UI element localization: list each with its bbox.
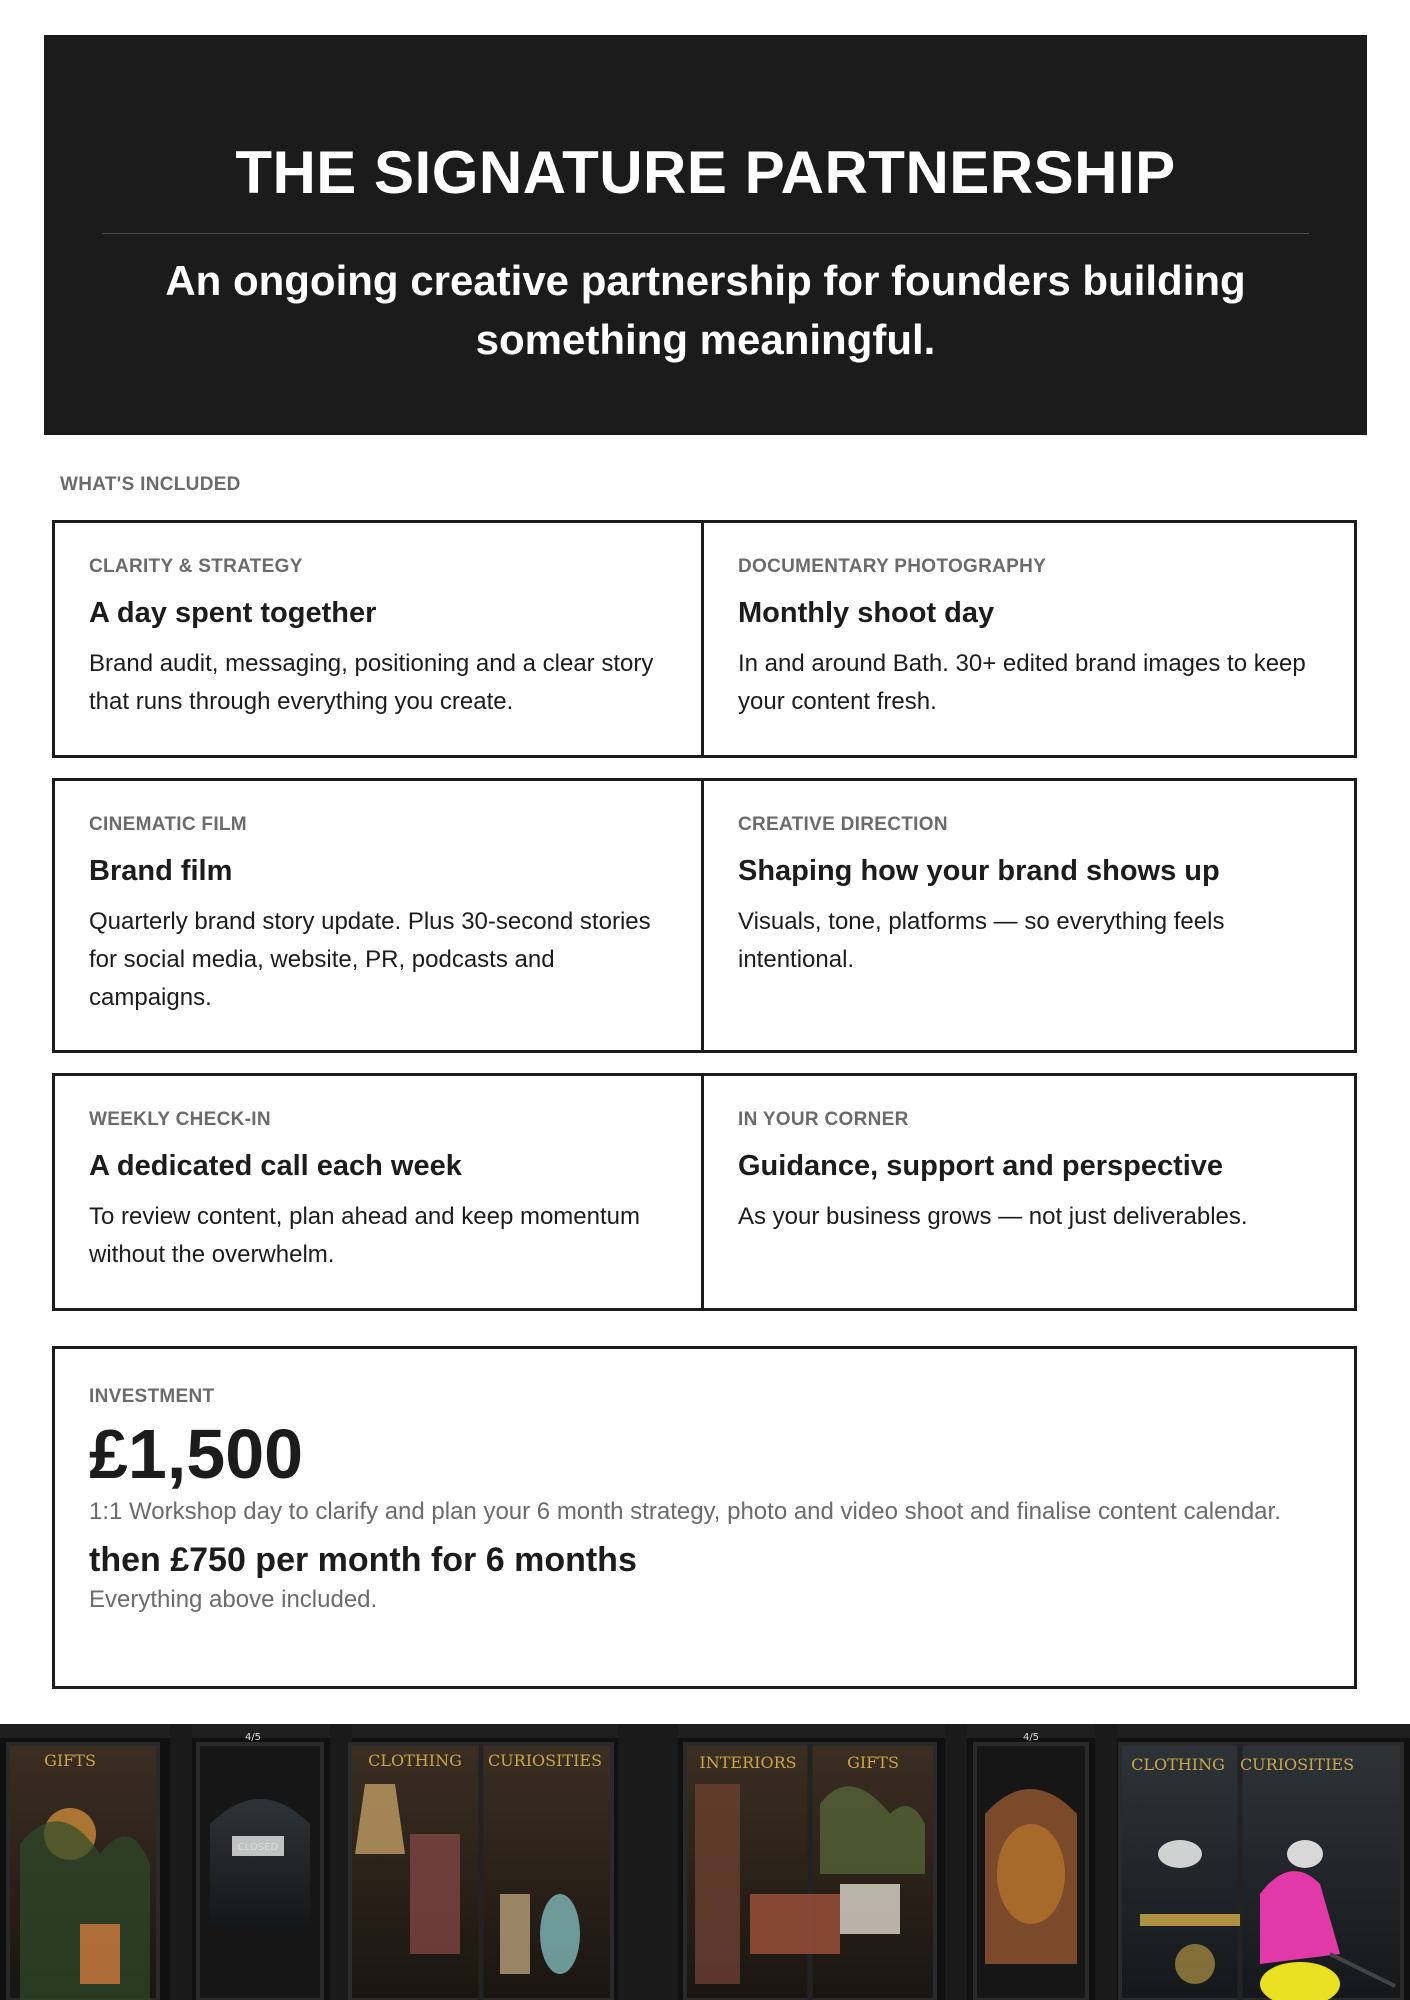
page-title: THE SIGNATURE PARTNERSHIP: [235, 139, 1176, 206]
investment-card: [52, 1346, 1357, 1689]
shop-sign: CURIOSITIES: [1239, 1755, 1355, 1774]
section-label-included: WHAT'S INCLUDED: [60, 474, 241, 495]
card-body: As your business grows — not just deliverables.: [738, 1203, 1248, 1230]
shop-sign: CLOTHING: [368, 1751, 462, 1770]
feature-row: [52, 520, 1357, 758]
shop-sign: GIFTS: [44, 1751, 96, 1770]
shop-sign: INTERIORS: [699, 1753, 797, 1772]
card-kicker: CLARITY & STRATEGY: [89, 556, 303, 577]
investment-monthly: then £750 per month for 6 months: [89, 1541, 637, 1579]
card-title: Monthly shoot day: [738, 597, 995, 629]
card-body: Visuals, tone, platforms — so everything feels intentional.: [738, 908, 1225, 973]
shop-sign: CLOTHING: [1131, 1755, 1225, 1774]
door-number: 4/5: [244, 1732, 262, 1743]
card-title: Shaping how your brand shows up: [738, 855, 1220, 887]
shop-sign: GIFTS: [847, 1753, 899, 1772]
hero-banner: [44, 35, 1367, 435]
door-number: 4/5: [1022, 1732, 1040, 1743]
investment-note: Everything above included.: [89, 1586, 378, 1613]
card-kicker: CREATIVE DIRECTION: [738, 814, 948, 835]
card-kicker: CINEMATIC FILM: [89, 814, 247, 835]
shop-sign: CURIOSITIES: [487, 1751, 603, 1770]
feature-card-cinematic-film: [52, 778, 704, 1053]
card-body: Quarterly brand story update. Plus 30-second stories for social media, website, PR, podcasts and campaigns.: [89, 908, 651, 1011]
card-body: In and around Bath. 30+ edited brand images to keep your content fresh.: [738, 650, 1306, 715]
investment-label: INVESTMENT: [89, 1386, 215, 1407]
investment-description: 1:1 Workshop day to clarify and plan your 6 month strategy, photo and video shoot and finalise content calendar.: [89, 1498, 1281, 1525]
feature-card-creative-direction: [704, 778, 1357, 1053]
hero-divider: [102, 233, 1309, 234]
feature-card-in-your-corner: [704, 1073, 1357, 1311]
card-title: Guidance, support and perspective: [738, 1150, 1224, 1182]
page-subtitle: An ongoing creative partnership for founders building something meaningful.: [165, 257, 1246, 363]
card-title: Brand film: [89, 855, 233, 887]
feature-card-clarity-strategy: [52, 520, 704, 758]
card-body: Brand audit, messaging, positioning and a clear story that runs through everything you create.: [89, 650, 654, 715]
feature-row: [52, 778, 1357, 1053]
door-sign: CLOSED: [237, 1842, 279, 1853]
feature-card-documentary-photography: [704, 520, 1357, 758]
feature-card-weekly-check-in: [52, 1073, 704, 1311]
card-body: To review content, plan ahead and keep momentum without the overwhelm.: [89, 1203, 641, 1268]
investment-price: £1,500: [89, 1415, 304, 1493]
storefront-illustration: [0, 1724, 1410, 2000]
feature-row: [52, 1073, 1357, 1311]
storefront-photo: [0, 1724, 1410, 2000]
card-kicker: WEEKLY CHECK-IN: [89, 1109, 271, 1130]
card-kicker: IN YOUR CORNER: [738, 1109, 909, 1130]
card-title: A dedicated call each week: [89, 1150, 462, 1182]
card-kicker: DOCUMENTARY PHOTOGRAPHY: [738, 556, 1047, 577]
card-title: A day spent together: [89, 597, 377, 629]
